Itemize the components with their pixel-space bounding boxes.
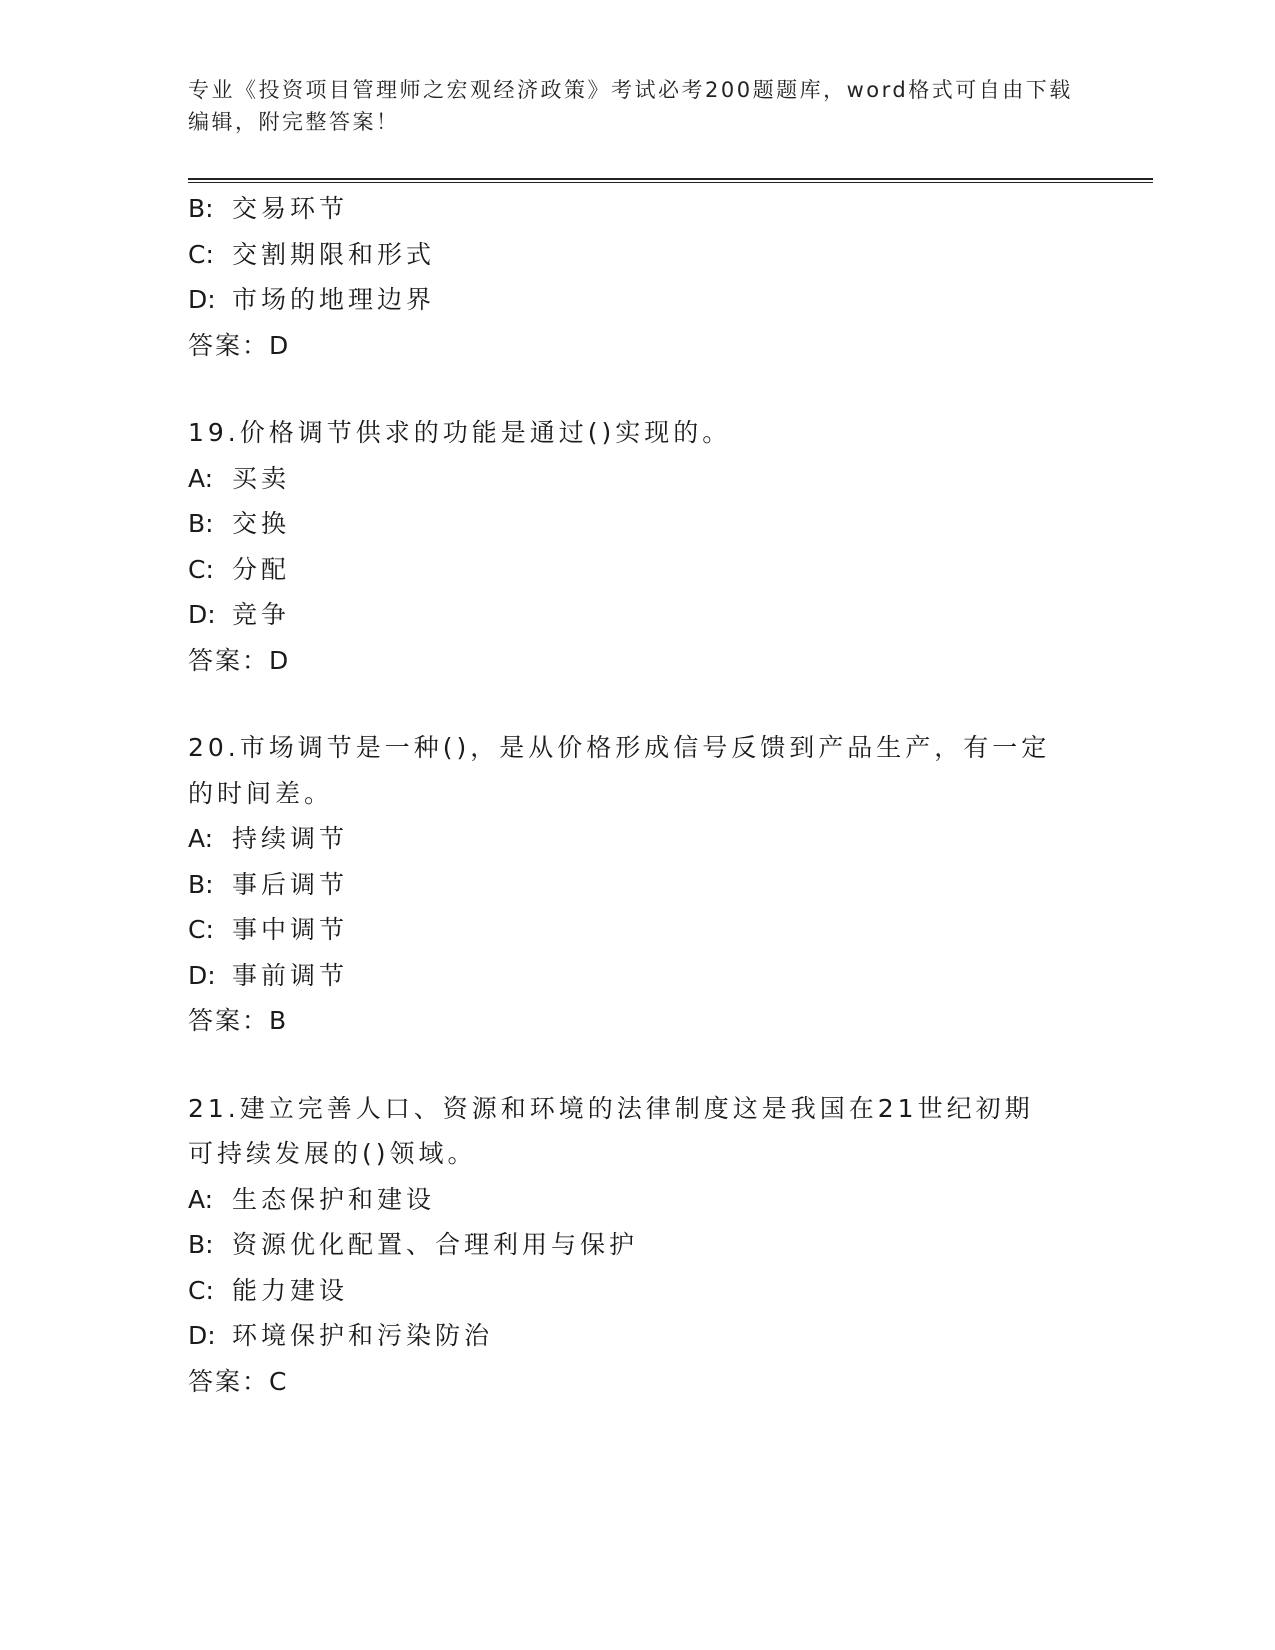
option-c: C: 分配 [188, 554, 291, 584]
option-b: B: 事后调节 [188, 869, 349, 899]
question-content [188, 186, 1078, 1404]
answer-line: 答案：B [188, 1006, 289, 1035]
option-d: D: 竞争 [188, 600, 291, 629]
header-divider [188, 178, 1153, 180]
question-block-continued [188, 186, 1078, 368]
option-b: B: 资源优化配置、合理利用与保护 [188, 1230, 639, 1259]
option-a: A: 生态保护和建设 [188, 1184, 436, 1214]
question-stem: 21.建立完善人口、资源和环境的法律制度这是我国在21世纪初期可持续发展的()领域。 [188, 1093, 1034, 1168]
option-c: C: 事中调节 [188, 915, 349, 944]
option-d: D: 事前调节 [188, 960, 349, 990]
answer-line: 答案：D [188, 330, 291, 360]
option-d: D: 市场的地理边界 [188, 285, 436, 314]
option-c: C: 能力建设 [188, 1275, 349, 1305]
question-block-21 [188, 1086, 1078, 1405]
option-c: C: 交割期限和形式 [188, 239, 436, 269]
option-b: B: 交换 [188, 509, 291, 538]
answer-line: 答案：D [188, 645, 291, 675]
question-block-19 [188, 410, 1078, 683]
answer-line: 答案：C [188, 1366, 289, 1396]
question-block-20 [188, 725, 1078, 1044]
option-b: B: 交易环节 [188, 194, 349, 223]
question-stem: 20.市场调节是一种()，是从价格形成信号反馈到产品生产，有一定的时间差。 [188, 733, 1051, 808]
option-d: D: 环境保护和污染防治 [188, 1321, 494, 1350]
question-stem: 19.价格调节供求的功能是通过()实现的。 [188, 418, 732, 447]
option-a: A: 持续调节 [188, 824, 349, 853]
option-a: A: 买卖 [188, 463, 291, 493]
header-divider-thin [188, 182, 1153, 183]
document-header: 专业《投资项目管理师之宏观经济政策》考试必考200题题库，word格式可自由下载编辑，附完整答案！ [188, 78, 1073, 134]
